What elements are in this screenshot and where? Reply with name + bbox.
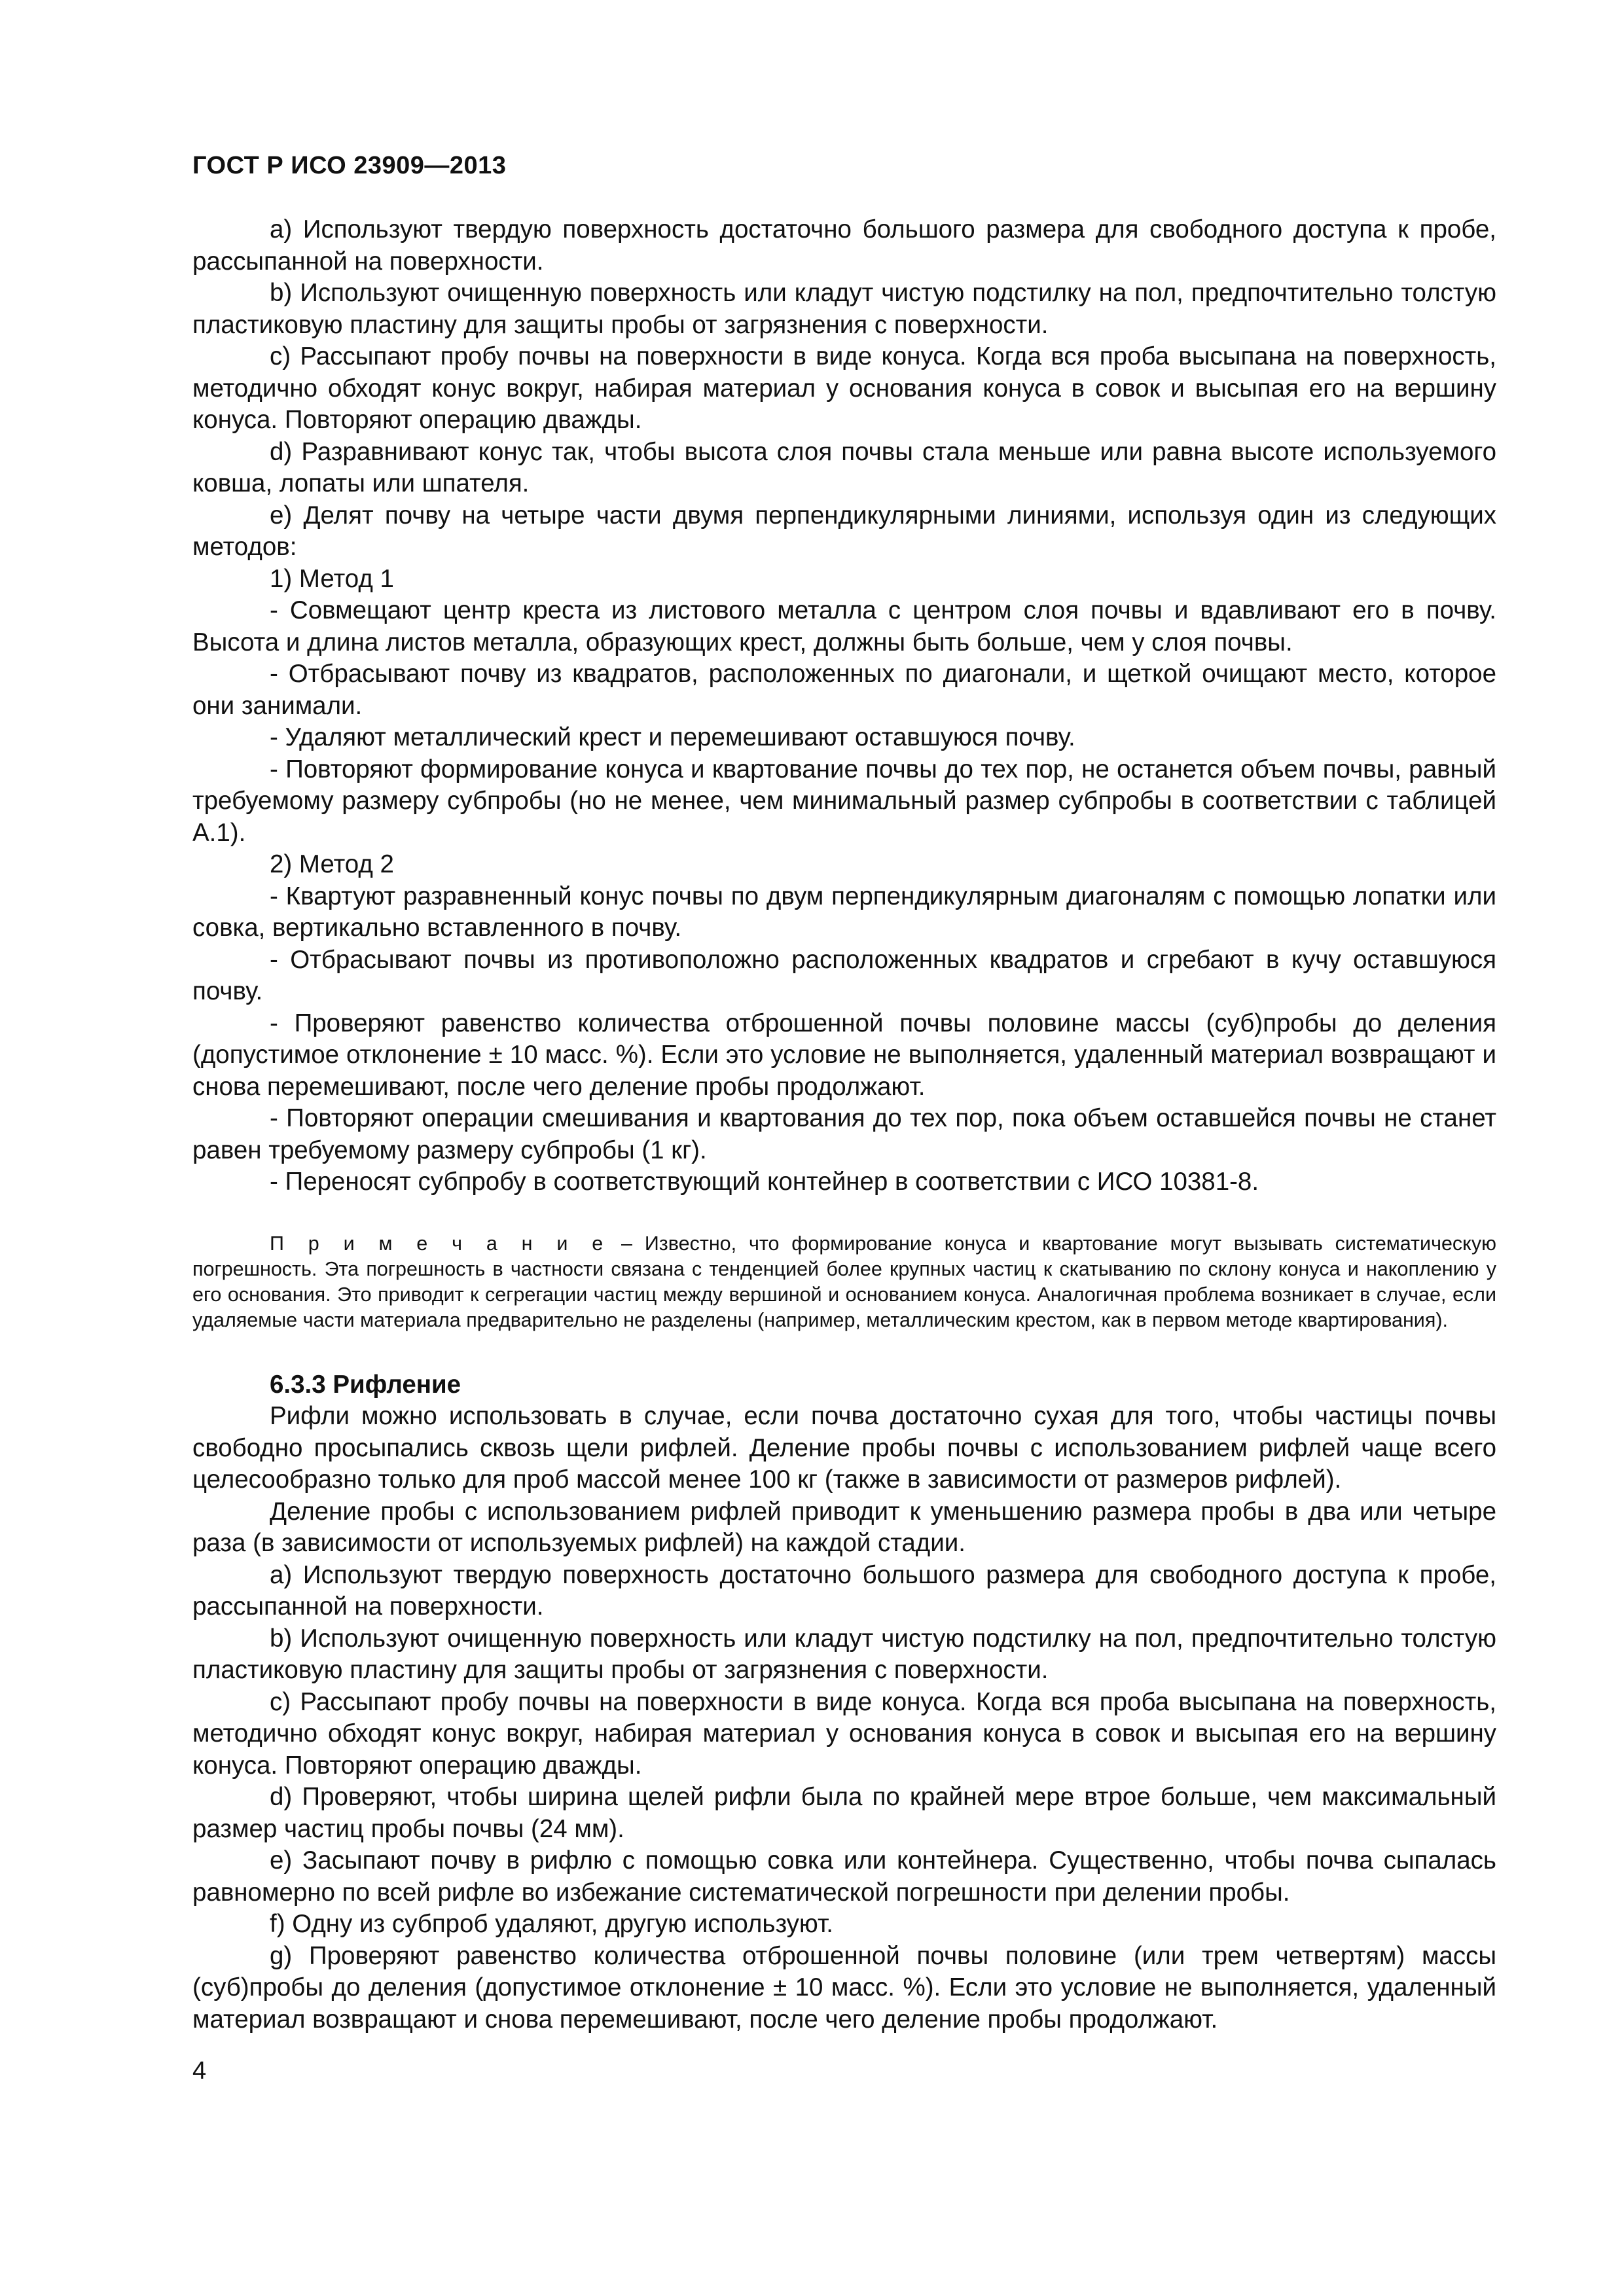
- paragraph: c) Рассыпают пробу почвы на поверхности в виде конуса. Когда вся проба высыпана на поверхность, методично обходят конус вокруг, набирая материал у основания конуса в совок и высыпая его на вершину конуса. Повторяют операцию дважды.: [192, 1687, 1496, 1780]
- list-item: - Совмещают центр креста из листового металла с центром слоя почвы и вдавливают его в почву. Высота и длина листов металла, образующих крест, должны быть больше, чем у слоя почвы.: [192, 596, 1496, 656]
- section-heading: 6.3.3 Рифление: [270, 1370, 461, 1399]
- method-heading: 1) Метод 1: [270, 564, 394, 593]
- page-number: 4: [192, 2057, 207, 2085]
- list-item: - Удаляют металлический крест и перемешивают оставшуюся почву.: [270, 723, 1075, 751]
- paragraph: e) Делят почву на четыре части двумя перпендикулярными линиями, используя один из следующих методов:: [192, 501, 1496, 561]
- list-item: - Отбрасывают почвы из противоположно расположенных квадратов и сгребают в кучу оставшуюся почву.: [192, 945, 1496, 1005]
- document-body: [192, 214, 1496, 2036]
- note-block: [192, 1231, 1496, 1333]
- paragraph: Деление пробы с использованием рифлей приводит к уменьшению размера пробы в два или четыре раза (в зависимости от используемых рифлей) на каждой стадии.: [192, 1497, 1496, 1557]
- paragraph: a) Используют твердую поверхность достаточно большого размера для свободного доступа к пробе, рассыпанной на поверхности.: [192, 1560, 1496, 1621]
- paragraph: c) Рассыпают пробу почвы на поверхности в виде конуса. Когда вся проба высыпана на поверхность, методично обходят конус вокруг, набирая материал у основания конуса в совок и высыпая его на вершину конуса. Повторяют операцию дважды.: [192, 342, 1496, 434]
- document-header: ГОСТ Р ИСО 23909—2013: [192, 152, 507, 179]
- list-item: - Отбрасывают почву из квадратов, расположенных по диагонали, и щеткой очищают место, которое они занимали.: [192, 660, 1496, 720]
- list-item: - Повторяют формирование конуса и квартование почвы до тех пор, не останется объем почвы, равный требуемому размеру субпробы (но не менее, чем минимальный размер субпробы в соответствии с таблицей А.1).: [192, 755, 1496, 847]
- paragraph: d) Разравнивают конус так, чтобы высота слоя почвы стала меньше или равна высоте используемого ковша, лопаты или шпателя.: [192, 437, 1496, 497]
- list-item: - Повторяют операции смешивания и квартования до тех пор, пока объем оставшейся почвы не станет равен требуемому размеру субпробы (1 кг).: [192, 1104, 1496, 1164]
- method-heading: 2) Метод 2: [270, 850, 394, 878]
- paragraph: f) Одну из субпроб удаляют, другую используют.: [270, 1910, 834, 1938]
- paragraph: d) Проверяют, чтобы ширина щелей рифли была по крайней мере втрое больше, чем максимальный размер частиц пробы почвы (24 мм).: [192, 1783, 1496, 1843]
- paragraph: a) Используют твердую поверхность достаточно большого размера для свободного доступа к пробе, рассыпанной на поверхности.: [192, 215, 1496, 276]
- note-text: – Известно, что формирование конуса и квартование могут вызывать систематическую погрешность. Эта погрешность в частности связана с тенденцией более крупных частиц к скатыванию по склону конуса и накоплению у его основания. Это приводит к сегрегации частиц между вершиной и основанием конуса. Аналогичная проблема возникает в случае, если удаляемые части материала предварительно не разделены (например, металлическим крестом, как в первом методе квартирования).: [192, 1232, 1496, 1331]
- paragraph: b) Используют очищенную поверхность или кладут чистую подстилку на пол, предпочтительно толстую пластиковую пластину для защиты пробы от загрязнения с поверхности.: [192, 1624, 1496, 1684]
- paragraph: g) Проверяют равенство количества отброшенной почвы половине (или трем четвертям) массы (суб)пробы до деления (допустимое отклонение ± 10 масс. %). Если это условие не выполняется, удаленный материал возвращают и снова перемешивают, после чего деление пробы продолжают.: [192, 1941, 1496, 2034]
- paragraph: b) Используют очищенную поверхность или кладут чистую подстилку на пол, предпочтительно толстую пластиковую пластину для защиты пробы от загрязнения с поверхности.: [192, 279, 1496, 339]
- paragraph: e) Засыпают почву в рифлю с помощью совка или контейнера. Существенно, чтобы почва сыпалась равномерно по всей рифле во избежание систематической погрешности при делении пробы.: [192, 1846, 1496, 1907]
- list-item: - Квартуют разравненный конус почвы по двум перпендикулярным диагоналям с помощью лопатки или совка, вертикально вставленного в почву.: [192, 882, 1496, 942]
- note-label: П р и м е ч а н и е: [270, 1232, 609, 1255]
- list-item: - Переносят субпробу в соответствующий контейнер в соответствии с ИСО 10381-8.: [270, 1168, 1259, 1196]
- list-item: - Проверяют равенство количества отброшенной почвы половине массы (суб)пробы до деления (допустимое отклонение ± 10 масс. %). Если это условие не выполняется, удаленный материал возвращают и снова перемешивают, после чего деление пробы продолжают.: [192, 1009, 1496, 1101]
- paragraph: Рифли можно использовать в случае, если почва достаточно сухая для того, чтобы частицы почвы свободно просыпались сквозь щели рифлей. Деление пробы почвы с использованием рифлей чаще всего целесообразно только для проб массой менее 100 кг (также в зависимости от размеров рифлей).: [192, 1402, 1496, 1494]
